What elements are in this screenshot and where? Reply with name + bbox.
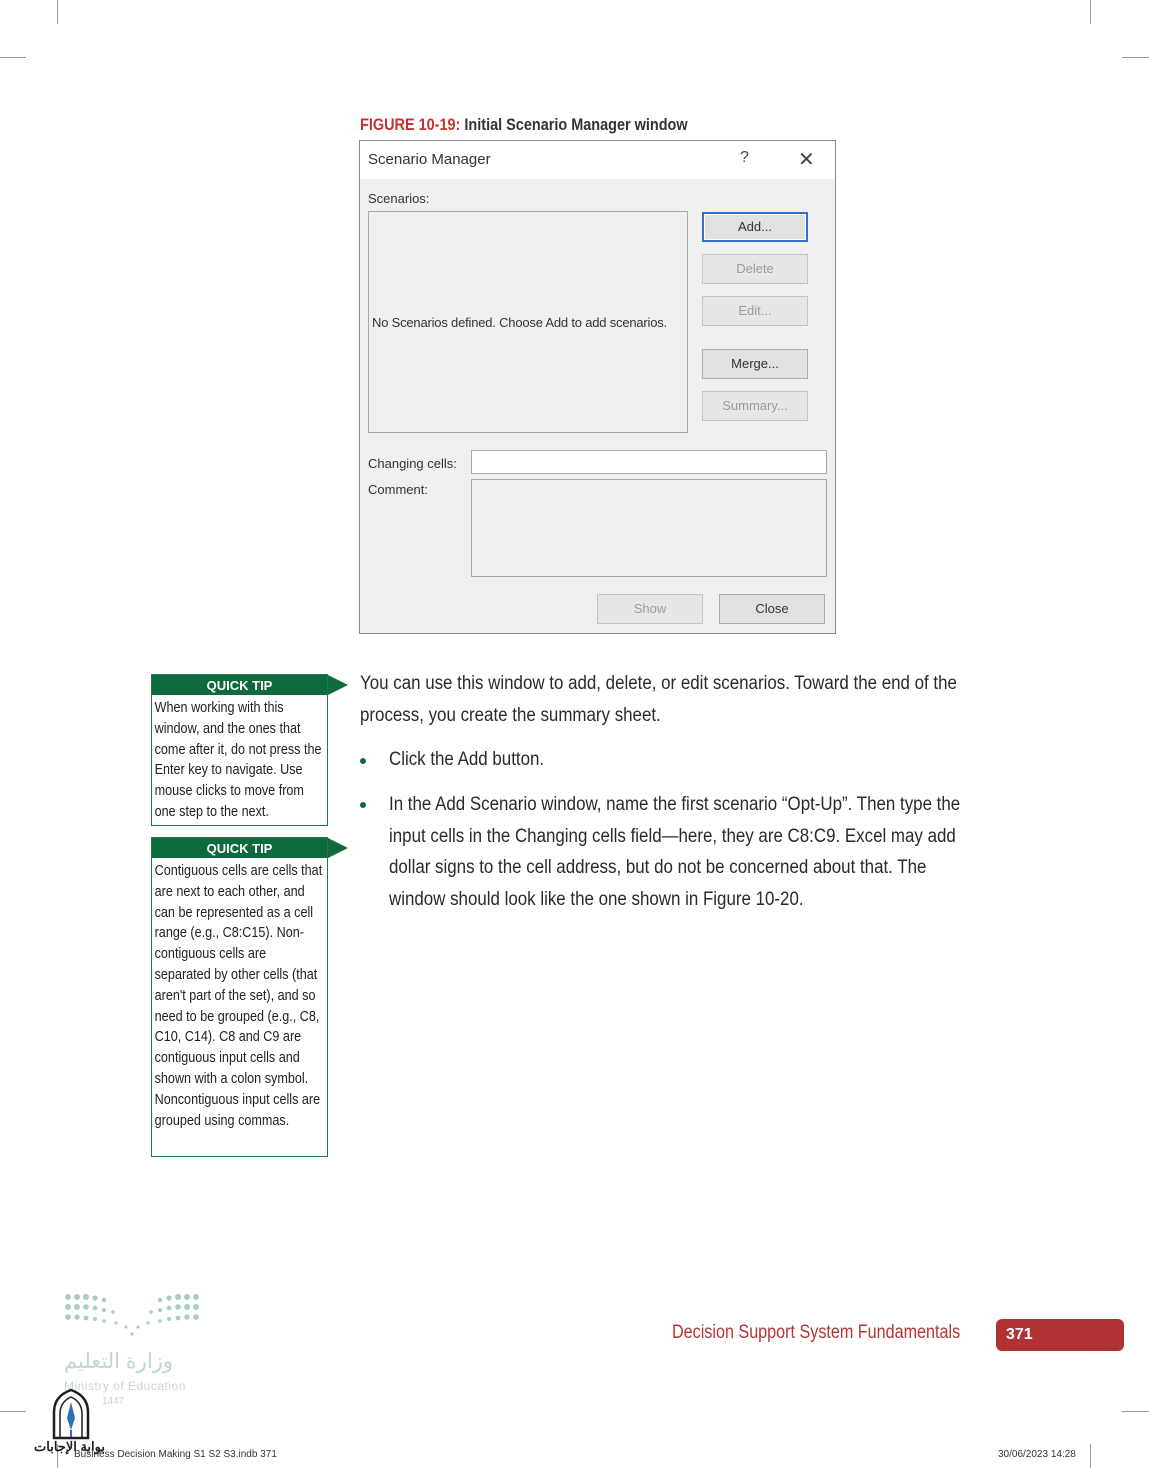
comment-label: Comment:	[368, 482, 428, 497]
page-number: 371	[1006, 1326, 1033, 1343]
bullet-item: Click the Add button.	[389, 749, 545, 770]
print-slug-file: Business Decision Making S1 S2 S3.indb 371	[74, 1449, 277, 1460]
figure-caption	[360, 115, 688, 135]
intro-paragraph: You can use this window to add, delete, or edit scenarios. Toward the end of the process, you create the summary sheet.	[360, 673, 957, 726]
quick-tip-navigation	[151, 674, 328, 826]
scenarios-listbox[interactable]	[368, 211, 688, 433]
crop-mark	[1122, 1411, 1149, 1412]
print-slug-date: 30/06/2023 14:28	[998, 1449, 1076, 1460]
crop-mark	[1090, 1444, 1091, 1468]
ministry-name-arabic: وزارة التعليم	[64, 1350, 174, 1373]
add-button[interactable]: Add...	[702, 212, 808, 242]
watermark-text: بوابة الإجابات	[34, 1439, 105, 1454]
crop-mark	[1122, 57, 1149, 58]
bullet-icon	[360, 758, 366, 764]
figure-title: Initial Scenario Manager window	[464, 115, 688, 134]
changing-cells-label: Changing cells:	[368, 456, 457, 471]
comment-input[interactable]	[471, 479, 827, 577]
ministry-dots-icon	[64, 1293, 200, 1337]
ministry-year: 1447	[102, 1396, 125, 1407]
changing-cells-input[interactable]	[471, 450, 827, 474]
scenarios-label: Scenarios:	[368, 191, 430, 206]
quick-tip-heading: QUICK TIP	[152, 675, 327, 695]
figure-number: FIGURE 10-19:	[360, 115, 461, 134]
quick-tip-heading: QUICK TIP	[152, 838, 327, 858]
bullet-item: In the Add Scenario window, name the first scenario “Opt-Up”. Then type the input cells in the Changing cells field—here, they are C8:C9. Excel may add dollar signs to the cell address, but do not be concerned about that. The window should look like the one shown in Figure 10-20.	[389, 794, 961, 910]
dialog-titlebar	[360, 141, 835, 179]
show-button[interactable]: Show	[597, 594, 703, 624]
crop-mark	[57, 0, 58, 24]
close-icon[interactable]: ✕	[798, 149, 815, 171]
edit-button[interactable]: Edit...	[702, 296, 808, 326]
watermark-mosque-icon	[48, 1388, 94, 1440]
chapter-title: Decision Support System Fundamentals	[672, 1322, 961, 1343]
summary-button[interactable]: Summary...	[702, 391, 808, 421]
merge-button[interactable]: Merge...	[702, 349, 808, 379]
crop-mark	[0, 57, 26, 58]
crop-mark	[0, 1411, 26, 1412]
delete-button[interactable]: Delete	[702, 254, 808, 284]
empty-scenarios-message: No Scenarios defined. Choose Add to add scenarios.	[372, 315, 667, 330]
help-icon[interactable]: ?	[740, 149, 749, 166]
quick-tip-contiguous-cells	[151, 837, 328, 1157]
scenario-manager-dialog	[359, 140, 836, 634]
quick-tip-body: Contiguous cells are cells that are next to each other, and can be represented as a cell range (e.g., C8:C15). Non-contiguous cells are separated by other cells (that aren't part of the set), and so need to be grouped (e.g., C8, C10, C14). C8 and C9 are contiguous input cells and shown with a colon symbol. Noncontiguous input cells are grouped using commas.	[154, 863, 323, 1129]
bullet-icon	[360, 802, 366, 808]
close-button[interactable]: Close	[719, 594, 825, 624]
crop-mark	[1090, 0, 1091, 24]
dialog-title: Scenario Manager	[368, 151, 491, 168]
ministry-name-english: Ministry of Education	[64, 1379, 186, 1393]
quick-tip-body: When working with this window, and the ones that come after it, do not press the Enter key to navigate. Use mouse clicks to move from one step to the next.	[154, 700, 322, 820]
